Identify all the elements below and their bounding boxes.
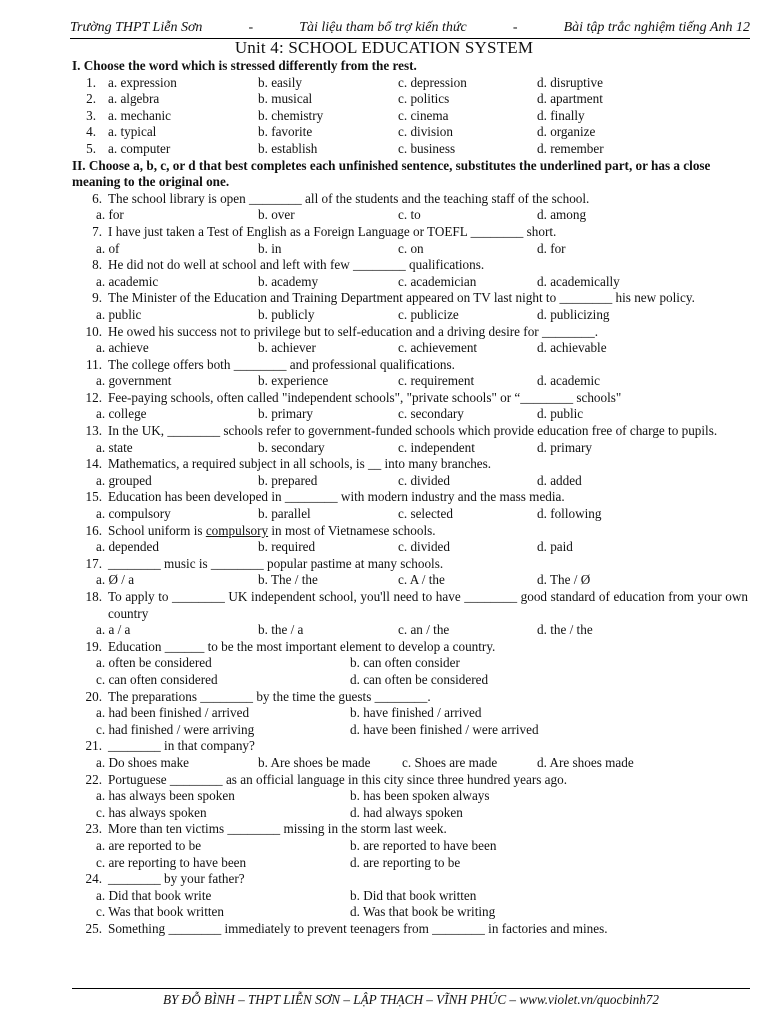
question-text: ________ by your father? [108,871,245,887]
answer-option[interactable]: d. organize [537,124,596,140]
question-16 [72,523,748,540]
question-number: 13. [85,423,102,439]
question-text: ________ in that company? [108,738,255,754]
answer-option[interactable]: a. expression [108,74,177,90]
answer-option[interactable]: c. Shoes are made [402,754,498,770]
answer-row [72,622,748,639]
answer-option[interactable]: a. for [96,207,124,223]
answer-option[interactable]: d. The / Ø [537,572,591,588]
answer-option[interactable]: a. depended [96,539,159,555]
question-19 [72,639,748,656]
answer-option[interactable]: d. remember [537,140,604,156]
answer-row [72,539,748,556]
answer-option[interactable]: a. Did that book write [96,887,212,903]
answer-option[interactable]: a. state [96,439,133,455]
answer-option[interactable]: c. selected [398,506,453,522]
page-footer: BY ĐỖ BÌNH – THPT LIỄN SƠN – LẬP THẠCH – VĨNH PHÚC – www.violet.vn/quocbinh72 [72,988,750,1008]
answer-option[interactable]: b. primary [258,406,313,422]
question-22 [72,772,748,789]
question-number: 1. [86,74,96,90]
question-number: 24. [85,871,102,887]
question-number: 2. [86,91,96,107]
answer-option[interactable]: c. has always spoken [96,804,207,820]
question-number: 14. [85,456,102,472]
answer-option[interactable]: c. on [398,240,424,256]
question-11 [72,357,748,374]
answer-row [72,473,748,490]
answer-option[interactable]: b. secondary [258,439,325,455]
answer-option[interactable]: d. Are shoes made [537,754,634,770]
answer-row [72,506,748,523]
answer-row [72,207,748,224]
question-number: 4. [86,124,96,140]
question-17 [72,556,748,573]
answer-option[interactable]: c. division [398,124,453,140]
question-text: Fee-paying schools, often called "independent schools", "private schools" or “________ schools" [108,389,622,405]
answer-option[interactable]: d. had always spoken [350,804,463,820]
question-text: in most of Vietnamese schools. [268,522,436,538]
question-text: The Minister of the Education and Training Department appeared on TV last night to ________ his new policy. [108,290,695,306]
question-18 [72,589,748,622]
answer-option[interactable]: c. are reporting to have been [96,854,247,870]
question-text: More than ten victims ________ missing in the storm last week. [108,821,447,837]
question-number: 17. [85,555,102,571]
answer-option[interactable]: d. primary [537,439,592,455]
question-number: 3. [86,107,96,123]
answer-option[interactable]: d. academic [537,373,600,389]
document-body [72,58,748,937]
answer-row [72,755,748,772]
question-row [72,124,748,141]
answer-option[interactable]: a. Do shoes make [96,754,190,770]
question-8 [72,257,748,274]
answer-option[interactable]: c. divided [398,472,451,488]
answer-option[interactable]: c. business [398,140,456,156]
answer-option[interactable]: d. added [537,472,582,488]
question-row [72,91,748,108]
answer-option[interactable]: b. establish [258,140,318,156]
page-header [70,14,750,39]
answer-option[interactable]: c. depression [398,74,467,90]
question-14 [72,456,748,473]
answer-row [72,722,748,739]
answer-option[interactable]: d. can often be considered [350,671,489,687]
answer-row [72,904,748,921]
answer-row [72,855,748,872]
question-text: ________ music is ________ popular pastime at many schools. [108,555,444,571]
answer-row [72,888,748,905]
question-row [72,75,748,92]
question-number: 10. [85,323,102,339]
answer-row [72,440,748,457]
answer-option[interactable]: a. often be considered [96,655,212,671]
underlined-word: compulsory [205,522,269,538]
answer-option[interactable]: d. publicizing [537,306,610,322]
answer-option[interactable]: b. favorite [258,124,313,140]
answer-option[interactable]: c. had finished / were arriving [96,721,255,737]
question-number: 25. [85,920,102,936]
question-text: To apply to ________ UK independent school, you'll need to have ________ good standard of education from your own country [108,589,748,621]
answer-row [72,655,748,672]
answer-option[interactable]: d. for [537,240,566,256]
answer-option[interactable]: a. achieve [96,340,149,356]
answer-option[interactable]: c. Was that book written [96,904,224,920]
answer-option[interactable]: c. independent [398,439,475,455]
question-20 [72,689,748,706]
answer-option[interactable]: d. have been finished / were arrived [350,721,539,737]
answer-option[interactable]: b. Did that book written [350,887,477,903]
question-number: 21. [85,738,102,754]
material-name: Tài liệu tham bổ trợ kiến thức [299,20,467,35]
question-21 [72,738,748,755]
question-text: Education has been developed in ________ with modern industry and the mass media. [108,489,565,505]
answer-option[interactable]: b. over [258,207,295,223]
answer-option[interactable]: d. the / the [537,622,593,638]
page-title: Unit 4: SCHOOL EDUCATION SYSTEM [234,38,534,57]
header-separator: - [512,20,518,35]
question-text: Education ______ to be the most important element to develop a country. [108,638,496,654]
question-text: In the UK, ________ schools refer to government-funded schools which provide education free of charge to pupils. [108,423,718,439]
question-24 [72,871,748,888]
question-number: 6. [92,190,102,206]
answer-row [72,307,748,324]
answer-option[interactable]: b. are reported to have been [350,837,497,853]
question-number: 11. [86,356,102,372]
question-text: School uniform is [108,522,206,538]
answer-row [72,406,748,423]
answer-option[interactable]: b. experience [258,373,329,389]
answer-option[interactable]: d. following [537,506,602,522]
answer-option[interactable]: a. grouped [96,472,152,488]
question-number: 22. [85,771,102,787]
answer-option[interactable]: b. has been spoken always [350,788,490,804]
answer-option[interactable]: a. academic [96,273,159,289]
answer-option[interactable]: a. mechanic [108,107,171,123]
question-number: 18. [85,589,102,604]
answer-option[interactable]: b. publicly [258,306,315,322]
question-number: 9. [92,290,102,306]
question-23 [72,821,748,838]
question-6 [72,191,748,208]
answer-row [72,572,748,589]
answer-option[interactable]: b. in [258,240,282,256]
question-number: 15. [85,489,102,505]
question-text: Something ________ immediately to prevent teenagers from ________ in factories and mines. [108,920,608,936]
answer-row [72,241,748,258]
answer-option[interactable]: a. of [96,240,120,256]
section-1-heading: I. Choose the word which is stressed differently from the rest. [72,58,417,73]
answer-option[interactable]: b. easily [258,74,302,90]
answer-option[interactable]: d. disruptive [537,74,603,90]
answer-option[interactable]: b. The / the [258,572,318,588]
answer-option[interactable]: a. had been finished / arrived [96,705,250,721]
answer-row [72,373,748,390]
answer-option[interactable]: c. to [398,207,421,223]
question-row [72,141,748,158]
answer-row [72,705,748,722]
question-text: Mathematics, a required subject in all schools, is __ into many branches. [108,456,492,472]
question-number: 12. [85,389,102,405]
answer-option[interactable]: b. chemistry [258,107,324,123]
answer-option[interactable]: b. prepared [258,472,318,488]
answer-option[interactable]: a. a / a [96,622,131,638]
answer-option[interactable]: c. A / the [398,572,445,588]
answer-row [72,788,748,805]
question-number: 5. [86,140,96,156]
answer-option[interactable]: d. Was that book be writing [350,904,496,920]
question-text: He did not do well at school and left with few ________ qualifications. [108,257,485,273]
answer-option[interactable]: c. cinema [398,107,449,123]
answer-option[interactable]: b. the / a [258,622,304,638]
answer-option[interactable]: b. can often consider [350,655,460,671]
answer-option[interactable]: a. compulsory [96,506,171,522]
answer-row [72,838,748,855]
question-text: He owed his success not to privilege but to self-education and a driving desire for ________. [108,323,599,339]
answer-row [72,340,748,357]
question-text: Portuguese ________ as an official language in this city since three hundred years ago. [108,771,567,787]
answer-option[interactable]: b. required [258,539,316,555]
answer-option[interactable]: c. achievement [398,340,478,356]
question-13 [72,423,748,440]
answer-option[interactable]: c. can often considered [96,671,218,687]
answer-option[interactable]: a. computer [108,140,171,156]
answer-option[interactable]: c. politics [398,91,450,107]
answer-option[interactable]: d. achievable [537,340,607,356]
header-separator: - [248,20,254,35]
answer-option[interactable]: d. apartment [537,91,603,107]
school-name: Trường THPT Liễn Sơn [70,20,203,35]
question-text: The school library is open ________ all of the students and the teaching staff of the school. [108,190,590,206]
answer-option[interactable]: c. an / the [398,622,450,638]
question-number: 20. [85,688,102,704]
answer-option[interactable]: a. public [96,306,142,322]
answer-option[interactable]: d. academically [537,273,620,289]
question-number: 8. [92,257,102,273]
answer-row [72,274,748,291]
answer-option[interactable]: b. achiever [258,340,316,356]
question-15 [72,489,748,506]
question-12 [72,390,748,407]
question-row [72,108,748,125]
answer-option[interactable]: a. typical [108,124,157,140]
answer-option[interactable]: a. has always been spoken [96,788,235,804]
question-10 [72,324,748,341]
question-25 [72,921,748,938]
answer-option[interactable]: b. academy [258,273,319,289]
question-number: 16. [85,522,102,538]
question-number: 19. [85,638,102,654]
question-number: 7. [92,223,102,239]
question-7 [72,224,748,241]
answer-option[interactable]: a. government [96,373,172,389]
answer-option[interactable]: c. publicize [398,306,459,322]
answer-option[interactable]: d. paid [537,539,573,555]
answer-option[interactable]: b. Are shoes be made [258,754,371,770]
question-9 [72,290,748,307]
question-text: I have just taken a Test of English as a Foreign Language or TOEFL ________ short. [108,223,557,239]
section-2-heading: II. Choose a, b, c, or d that best completes each unfinished sentence, substitutes the underlined part, or has a close meaning to the original one. [72,157,711,190]
answer-option[interactable]: c. academician [398,273,477,289]
section-2-list [72,191,748,938]
answer-option[interactable]: d. finally [537,107,585,123]
answer-option[interactable]: a. college [96,406,147,422]
answer-option[interactable]: b. have finished / arrived [350,705,482,721]
question-number: 23. [85,821,102,837]
answer-option[interactable]: d. are reporting to be [350,854,461,870]
answer-option[interactable]: a. algebra [108,91,160,107]
answer-option[interactable]: a. are reported to be [96,837,202,853]
answer-row [72,805,748,822]
answer-option[interactable]: c. divided [398,539,451,555]
subject-name: Bài tập trắc nghiệm tiếng Anh 12 [563,20,750,35]
question-text: The preparations ________ by the time the guests ________. [108,688,431,704]
question-text: The college offers both ________ and professional qualifications. [108,356,455,372]
section-1-list [72,75,748,158]
answer-option[interactable]: d. among [537,207,587,223]
answer-row [72,672,748,689]
answer-option[interactable]: d. public [537,406,584,422]
answer-option[interactable]: b. parallel [258,506,311,522]
answer-option[interactable]: b. musical [258,91,313,107]
answer-option[interactable]: a. Ø / a [96,572,135,588]
answer-option[interactable]: c. requirement [398,373,475,389]
answer-option[interactable]: c. secondary [398,406,464,422]
